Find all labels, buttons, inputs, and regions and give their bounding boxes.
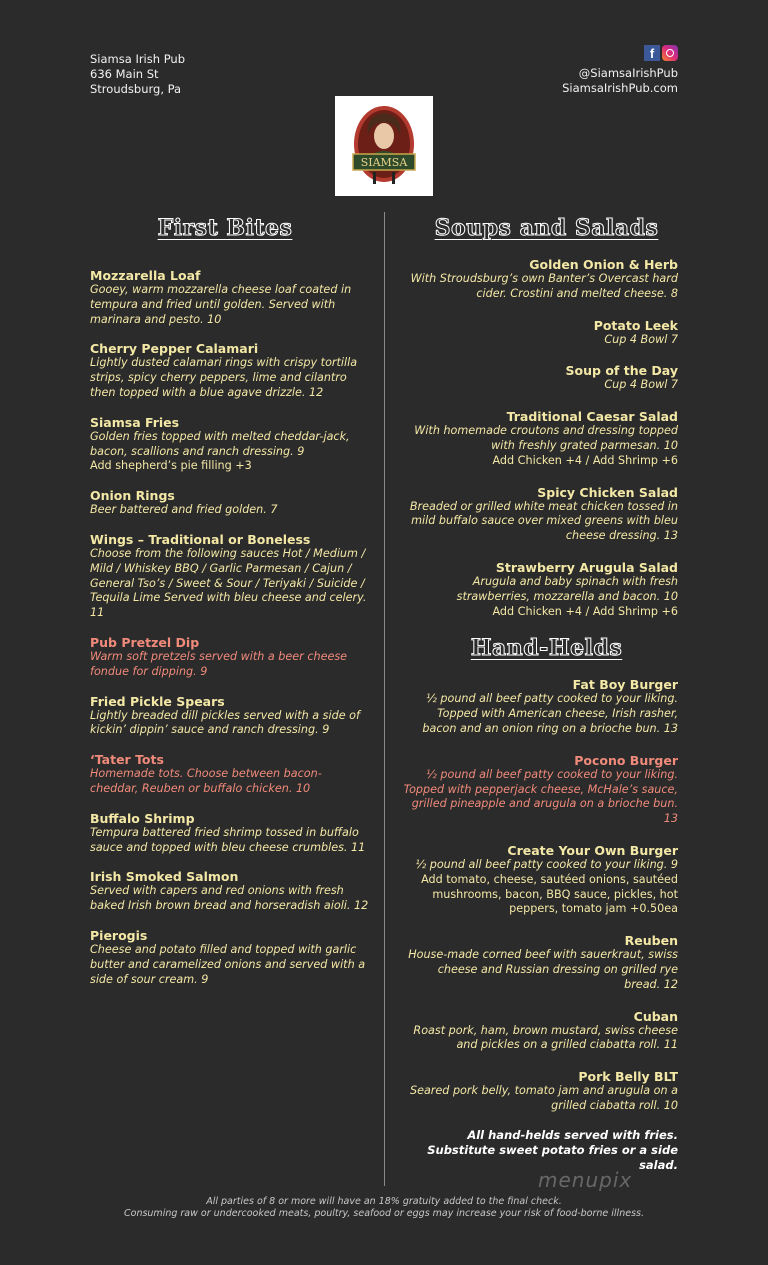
item-name: Golden Onion & Herb: [529, 257, 678, 272]
logo-image: [335, 96, 433, 196]
item-desc: Choose from the following sauces Hot / Medium / Mild / Whiskey BBQ / Garlic Parmesan / Cajun / General Tso’s / Sweet & Sour / Teriyaki / Suicide / Tequila Lime Served with bleu cheese and celery. 11: [90, 546, 367, 620]
social-block: [562, 45, 678, 96]
item-desc: Beer battered and fried golden. 7: [90, 503, 278, 517]
menu-item: [400, 318, 678, 348]
menu-item-featured: [400, 753, 678, 827]
first-bites-title: First Bites: [157, 215, 293, 241]
menu-item: [400, 363, 678, 393]
item-desc: ½ pound all beef patty cooked to your liking. Topped with American cheese, Irish rasher, bacon and an onion ring on a brioche bun. 13: [422, 692, 678, 735]
item-desc: ½ pound all beef patty cooked to your liking. Topped with pepperjack cheese, McHale’s sauce, grilled pineapple and arugula on a brioche bun. 13: [403, 767, 678, 826]
item-name: ‘Tater Tots: [90, 752, 164, 768]
item-desc: Warm soft pretzels served with a beer cheese fondue for dipping. 9: [90, 649, 348, 678]
soups-salads-title: Soups and Salads: [434, 215, 659, 241]
item-desc: With Stroudsburg’s own Banter’s Overcast hard cider. Crostini and melted cheese. 8: [410, 272, 678, 300]
item-desc: Roast pork, ham, brown mustard, swiss cheese and pickles on a grilled ciabatta roll. 11: [413, 1023, 678, 1052]
address-block: [90, 52, 185, 97]
footer: [0, 1196, 768, 1220]
menu-item: [400, 1069, 678, 1114]
item-name: Buffalo Shrimp: [90, 810, 195, 826]
item-desc: Cheese and potato filled and topped with garlic butter and caramelized onions and served with a side of sour cream. 9: [90, 942, 366, 986]
item-name: Traditional Caesar Salad: [506, 409, 678, 425]
item-name: Cherry Pepper Calamari: [90, 341, 259, 357]
instagram-icon[interactable]: [662, 45, 678, 61]
menu-item: [400, 677, 678, 736]
website-link[interactable]: SiamsaIrishPub.com: [562, 81, 678, 95]
siamsa-logo: [335, 96, 433, 196]
city-address: Stroudsburg, Pa: [90, 82, 182, 96]
menu-item-featured: [90, 752, 370, 797]
item-name: Spicy Chicken Salad: [537, 484, 678, 500]
item-desc: Homemade tots. Choose between bacon-cheddar, Reuben or buffalo chicken. 10: [90, 767, 322, 795]
menu-item: [400, 485, 678, 544]
item-name: Pub Pretzel Dip: [90, 634, 200, 650]
logo-text: SIAMSA: [360, 156, 408, 169]
item-desc: ½ pound all beef patty cooked to your liking. 9: [415, 857, 678, 871]
item-desc: Cup 4 Bowl 7: [604, 332, 678, 346]
item-name: Pocono Burger: [574, 752, 678, 768]
item-name: Cuban: [633, 1008, 678, 1024]
menu-item: [90, 415, 370, 474]
item-name: Fat Boy Burger: [572, 677, 678, 693]
item-desc: Lightly breaded dill pickles served with a side of kickin’ dippin’ sauce and ranch dressing. 9: [90, 708, 360, 737]
item-desc: House-made corned beef with sauerkraut, swiss cheese and Russian dressing on grilled rye bread. 12: [408, 948, 678, 991]
food-safety-notice: Consuming raw or undercooked meats, poultry, seafood or eggs may increase your risk of food-borne illness.: [124, 1208, 644, 1219]
pub-name: Siamsa Irish Pub: [90, 52, 186, 66]
menu-item: [90, 532, 370, 621]
menu-item: [90, 811, 370, 856]
hand-helds-title: Hand-Helds: [470, 635, 623, 662]
item-desc: Arugula and baby spinach with fresh strawberries, mozzarella and bacon. 10: [456, 574, 678, 603]
menu-item: [90, 268, 370, 327]
menu-item: [400, 843, 678, 917]
column-divider: [384, 212, 385, 1186]
social-icons: [562, 45, 678, 61]
menu-item: [90, 694, 370, 739]
item-name: Pierogis: [90, 927, 148, 943]
menu-item-featured: [90, 635, 370, 680]
menu-item: [90, 341, 370, 400]
facebook-icon[interactable]: f: [644, 45, 660, 61]
right-column: [400, 212, 678, 1173]
menupix-watermark: menupix: [538, 1168, 633, 1192]
item-addon: Add Chicken +4 / Add Shrimp +6: [492, 604, 678, 618]
menu-item: [400, 409, 678, 468]
first-bites-section: [90, 212, 370, 1001]
item-addon: Add shepherd’s pie filling +3: [90, 459, 252, 473]
item-desc: Cup 4 Bowl 7: [604, 378, 678, 392]
item-name: Strawberry Arugula Salad: [495, 559, 678, 575]
item-name: Mozzarella Loaf: [90, 268, 201, 283]
item-name: Pork Belly BLT: [578, 1069, 678, 1085]
menu-item: [400, 1009, 678, 1054]
item-name: Potato Leek: [593, 317, 678, 333]
menu-item: [90, 928, 370, 987]
item-desc: Lightly dusted calamari rings with crispy tortilla strips, spicy cherry peppers, lime and cilantro then topped with a blue agave drizzle. 12: [90, 356, 358, 399]
item-desc: Golden fries topped with melted cheddar-jack, bacon, scallions and ranch dressing. 9: [90, 429, 350, 458]
street-address: 636 Main St: [90, 67, 159, 81]
item-desc: Tempura battered fried shrimp tossed in buffalo sauce and topped with bleu cheese crumbles. 11: [90, 825, 366, 854]
item-name: Reuben: [624, 933, 678, 949]
gratuity-notice: All parties of 8 or more will have an 18% gratuity added to the final check.: [206, 1196, 562, 1207]
menu-item: [90, 488, 370, 518]
social-handle: @SiamsaIrishPub: [578, 66, 678, 80]
item-name: Soup of the Day: [565, 363, 678, 379]
item-desc: Breaded or grilled white meat chicken tossed in mild buffalo sauce over mixed greens with bleu cheese dressing. 13: [409, 499, 678, 543]
item-addon: Add tomato, cheese, sautéed onions, sautéed mushrooms, bacon, BBQ sauce, pickles, hot peppers, tomato jam +0.50ea: [421, 872, 678, 916]
menu-item: [400, 257, 678, 302]
item-name: Fried Pickle Spears: [90, 693, 225, 709]
item-name: Create Your Own Burger: [507, 842, 678, 858]
item-desc: With homemade croutons and dressing topped with freshly grated parmesan. 10: [414, 424, 678, 452]
item-name: Irish Smoked Salmon: [90, 869, 239, 885]
item-desc: Served with capers and red onions with fresh baked Irish brown bread and horseradish aioli. 12: [90, 884, 369, 913]
item-addon: Add Chicken +4 / Add Shrimp +6: [492, 453, 678, 467]
item-name: Wings – Traditional or Boneless: [90, 531, 311, 547]
item-name: Siamsa Fries: [90, 414, 180, 430]
menu-item: [400, 933, 678, 992]
item-name: Onion Rings: [90, 488, 175, 504]
menu-item: [400, 560, 678, 619]
item-desc: Seared pork belly, tomato jam and arugula on a grilled ciabatta roll. 10: [409, 1084, 678, 1112]
hand-helds-note: All hand-helds served with fries. Substitute sweet potato fries or a side salad.: [427, 1127, 678, 1172]
item-desc: Gooey, warm mozzarella cheese loaf coated in tempura and fried until golden. Served with marinara and pesto. 10: [90, 283, 352, 326]
menu-item: [90, 869, 370, 914]
